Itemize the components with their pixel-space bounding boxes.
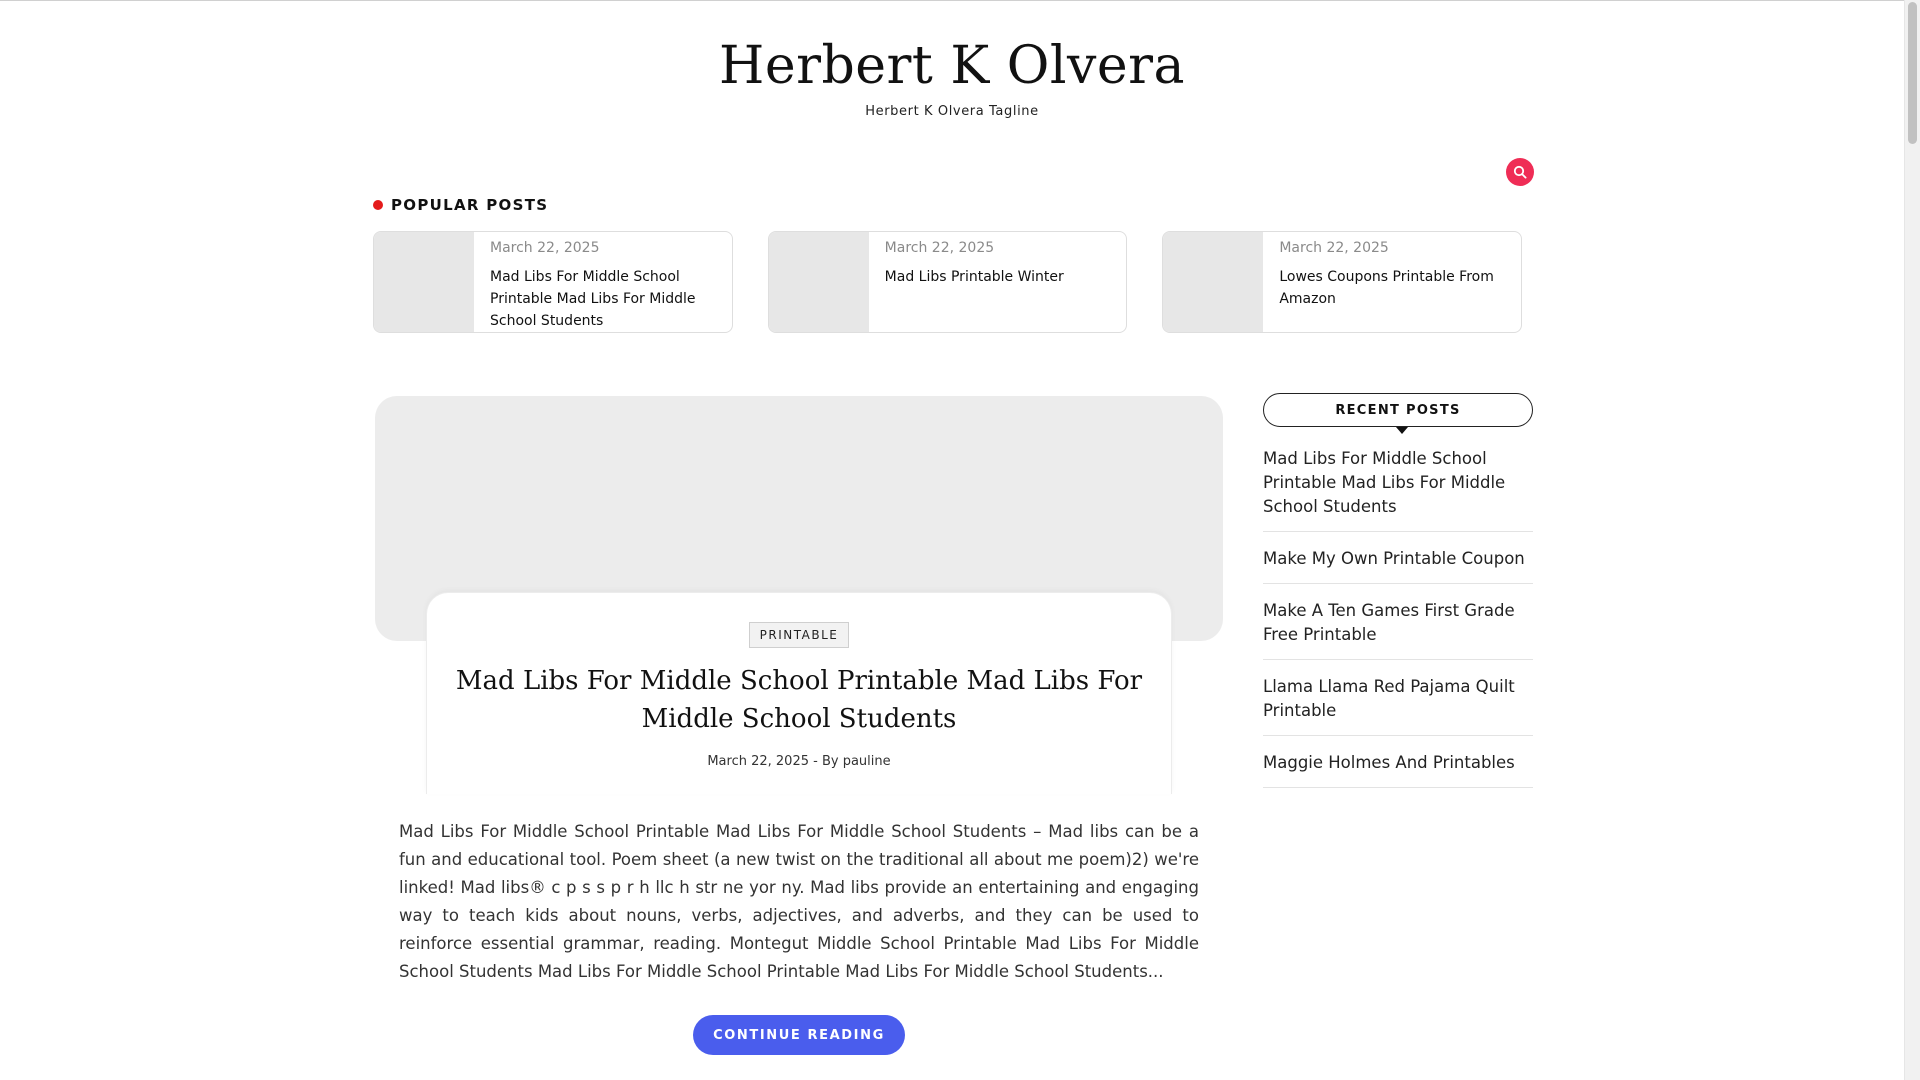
recent-posts-heading [1263, 393, 1533, 427]
recent-post-link[interactable]: Maggie Holmes And Printables [1263, 748, 1533, 788]
search-button[interactable] [1506, 158, 1534, 186]
recent-posts-list [1263, 444, 1533, 800]
popular-post-date: March 22, 2025 [1279, 240, 1389, 256]
popular-posts-heading-label: POPULAR POSTS [391, 196, 549, 214]
popular-post-card[interactable] [768, 231, 1128, 333]
post-excerpt: Mad Libs For Middle School Printable Mad Libs For Middle School Students – Mad libs can be a fun and educational tool. Poem sheet (a new twist on the traditional all about me poem)2) we're linked! Mad libs® c p s s p r h llc h str ne yor ny. Mad libs provide an entertaining and engaging way to teach kids about nouns, verbs, adjectives, and adverbs, and they can be used to reinforce essential grammar, reading. Montegut Middle School Printable Mad Libs For Middle School Students Mad Libs For Middle School Printable Mad Libs For Middle School Students... [399, 822, 1199, 981]
recent-posts-heading-label: RECENT POSTS [1335, 402, 1461, 418]
popular-post-date: March 22, 2025 [884, 240, 995, 256]
post-title[interactable]: Mad Libs For Middle School Printable Mad Libs For Middle School Students [455, 666, 1143, 734]
post-by-label: - By [813, 754, 839, 769]
heading-dot [373, 200, 383, 210]
heading-pointer-icon [1396, 427, 1408, 434]
recent-post-link[interactable]: Make A Ten Games First Grade Free Printable [1263, 596, 1533, 660]
recent-post-link[interactable]: Mad Libs For Middle School Printable Mad Libs For Middle School Students [1263, 444, 1533, 532]
site-title[interactable]: Herbert K Olvera [719, 36, 1185, 96]
post-meta [427, 754, 1171, 769]
recent-post-link[interactable]: Llama Llama Red Pajama Quilt Printable [1263, 672, 1533, 736]
scrollbar-thumb[interactable] [1908, 2, 1917, 144]
popular-post-card[interactable] [373, 231, 733, 333]
popular-post-title[interactable]: Mad Libs For Middle School Printable Mad Libs For Middle School Students [490, 269, 696, 329]
site-tagline: Herbert K Olvera Tagline [865, 104, 1039, 119]
popular-post-thumbnail[interactable] [769, 232, 869, 332]
popular-post-thumbnail[interactable] [1163, 232, 1263, 332]
search-icon [1513, 165, 1527, 179]
recent-post-link[interactable]: Make My Own Printable Coupon [1263, 544, 1533, 584]
popular-post-date: March 22, 2025 [490, 240, 600, 256]
popular-posts-list [373, 231, 1522, 333]
continue-reading-button[interactable]: CONTINUE READING [693, 1015, 905, 1055]
post-header-card [426, 592, 1172, 794]
popular-posts-heading [373, 196, 548, 214]
popular-post-thumbnail[interactable] [374, 232, 474, 332]
post-category-tag[interactable]: PRINTABLE [749, 622, 850, 648]
top-divider [0, 0, 1904, 1]
vertical-scrollbar[interactable] [1904, 0, 1920, 1080]
popular-post-card[interactable] [1162, 231, 1522, 333]
post-date: March 22, 2025 [707, 754, 809, 769]
popular-post-title[interactable]: Lowes Coupons Printable From Amazon [1279, 269, 1494, 307]
popular-post-title[interactable]: Mad Libs Printable Winter [884, 269, 1064, 285]
post-author-link[interactable]: pauline [842, 754, 891, 769]
